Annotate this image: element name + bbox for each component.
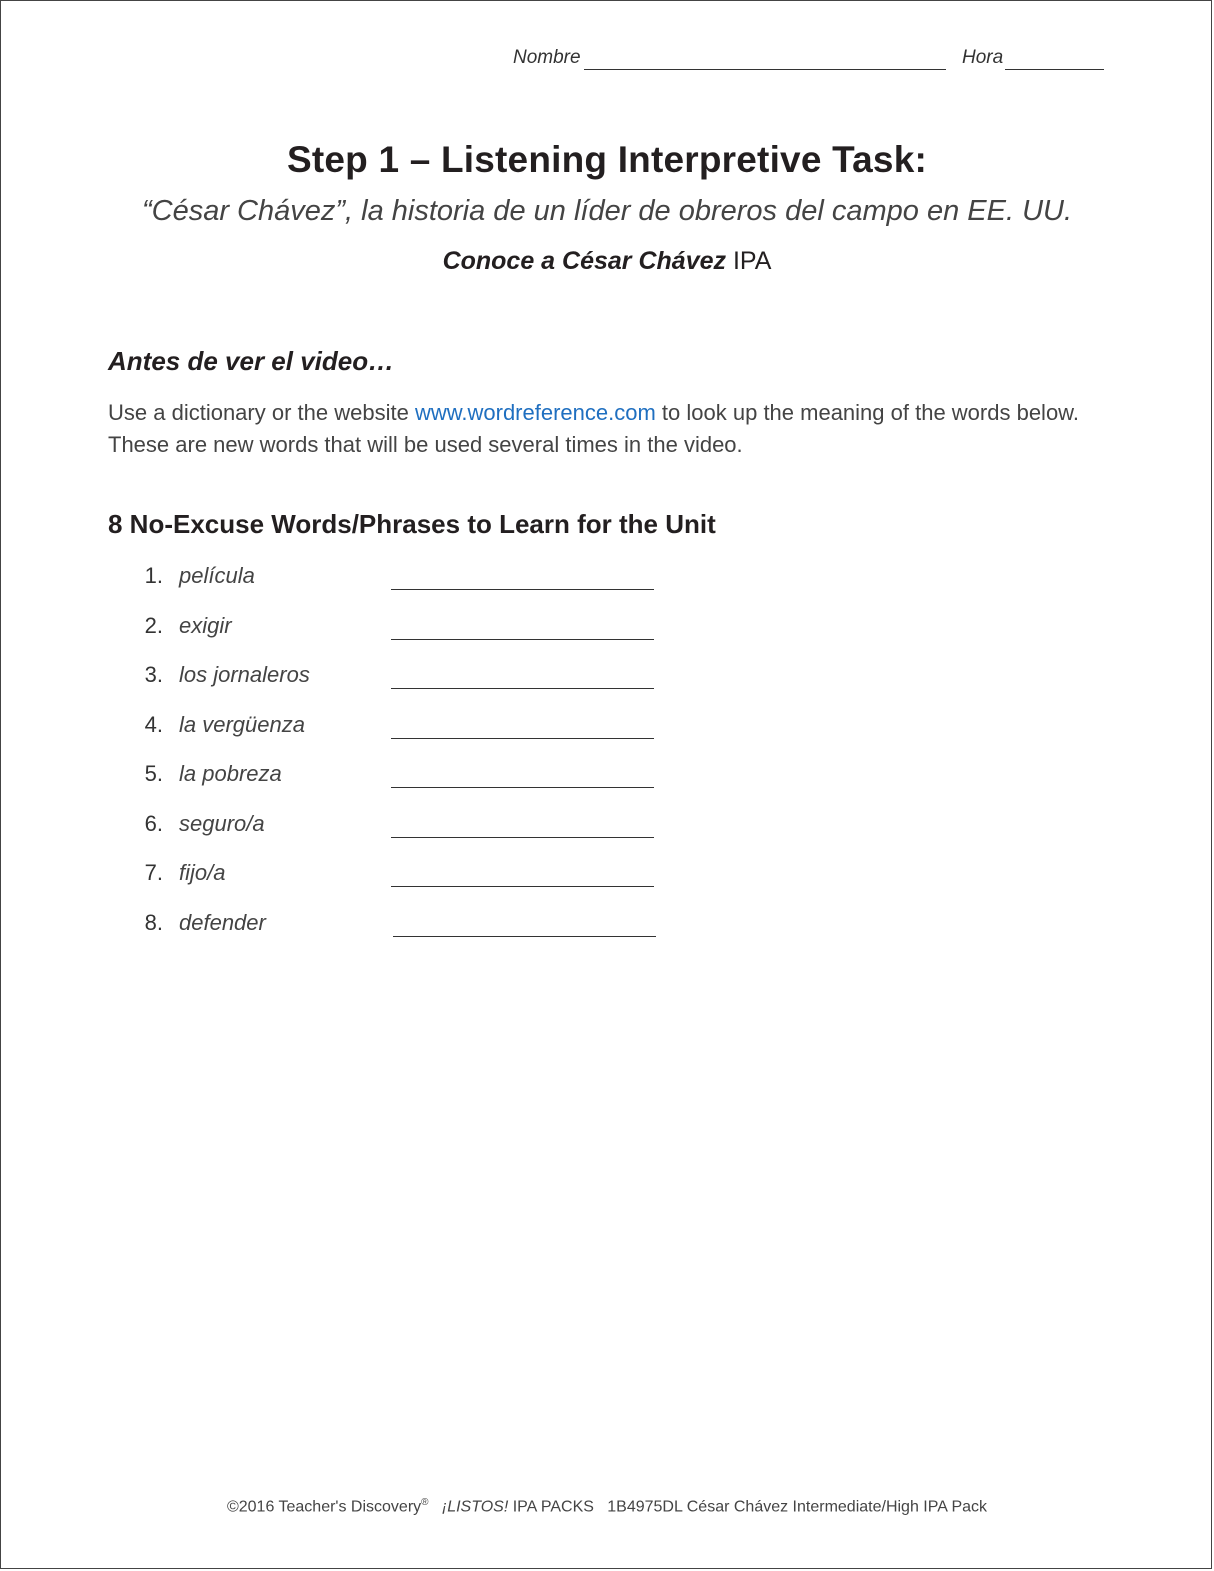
footer-brand: ¡LISTOS! — [441, 1498, 509, 1516]
vocab-item — [1, 662, 701, 692]
vocab-answer-blank[interactable] — [391, 787, 654, 788]
vocab-answer-blank[interactable] — [391, 589, 654, 590]
ipa-title: Conoce a César Chávez — [442, 247, 727, 275]
vocab-word: exigir — [179, 613, 232, 638]
vocab-number: 8. — [144, 910, 163, 935]
vocab-answer-blank[interactable] — [393, 936, 656, 937]
vocab-item — [1, 613, 701, 643]
vocab-word: la pobreza — [179, 761, 282, 786]
ipa-line — [1, 247, 1213, 276]
period-field[interactable] — [1005, 69, 1104, 70]
vocab-item — [1, 761, 701, 791]
vocab-item — [1, 563, 701, 593]
vocab-number: 7. — [144, 860, 163, 885]
vocab-item — [1, 860, 701, 890]
vocab-number: 4. — [144, 712, 163, 737]
vocab-answer-blank[interactable] — [391, 886, 654, 887]
ipa-suffix: IPA — [732, 247, 772, 275]
section-heading: Antes de ver el video… — [108, 346, 395, 376]
vocab-word: película — [179, 563, 255, 588]
page-title: Step 1 – Listening Interpretive Task: — [287, 139, 927, 180]
vocab-answer-blank[interactable] — [391, 639, 654, 640]
vocab-number: 6. — [144, 811, 163, 836]
page-subtitle: “César Chávez”, la historia de un líder de obreros del campo en EE. UU. — [141, 195, 1073, 227]
wordreference-link[interactable]: www.wordreference.com — [414, 400, 656, 425]
vocab-word: fijo/a — [179, 860, 226, 885]
vocab-answer-blank[interactable] — [391, 738, 654, 739]
vocab-number: 5. — [144, 761, 163, 786]
vocab-word: la vergüenza — [179, 712, 305, 737]
footer-pack-info: IPA PACKS 1B4975DL César Chávez Intermediate/High IPA Pack — [508, 1498, 988, 1516]
footer-registered: ® — [421, 1497, 429, 1508]
vocab-number: 3. — [144, 662, 163, 687]
vocab-word: seguro/a — [179, 811, 265, 836]
instructions-part2: to look up the meaning of the words below. These are new words that will be used several times in the video. — [108, 400, 1079, 457]
vocab-word: los jornaleros — [179, 662, 310, 687]
vocab-answer-blank[interactable] — [391, 688, 654, 689]
period-label: Hora — [962, 47, 1004, 68]
footer — [1, 1497, 1213, 1516]
instructions — [108, 397, 1108, 461]
vocab-item — [1, 811, 701, 841]
footer-copyright: ©2016 Teacher's Discovery — [226, 1498, 422, 1516]
vocab-item — [1, 712, 701, 742]
vocab-answer-blank[interactable] — [391, 837, 654, 838]
vocab-number: 2. — [144, 613, 163, 638]
vocab-word: defender — [179, 910, 266, 935]
instructions-part1: Use a dictionary or the website — [108, 400, 415, 425]
vocab-item — [1, 910, 701, 940]
name-field[interactable] — [584, 69, 946, 70]
vocab-list-heading: 8 No-Excuse Words/Phrases to Learn for the Unit — [108, 509, 716, 539]
name-label: Nombre — [513, 47, 581, 68]
vocab-number: 1. — [144, 563, 163, 588]
